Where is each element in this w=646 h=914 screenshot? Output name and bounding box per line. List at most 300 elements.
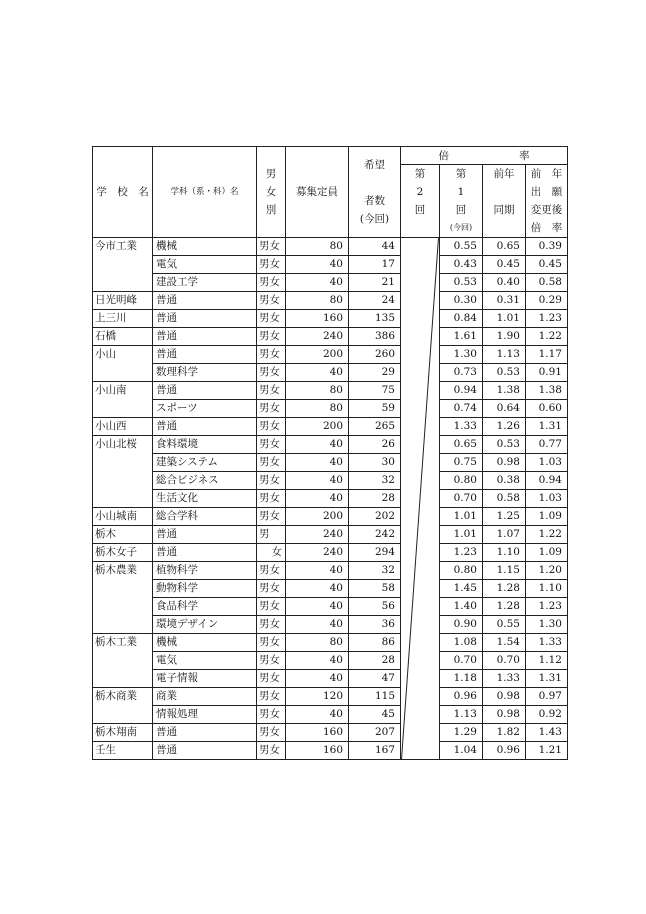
- capacity-cell: 200: [286, 418, 349, 436]
- dept-cell: 電気: [153, 652, 257, 670]
- prev-after-change-cell: 1.10: [526, 580, 568, 598]
- prev-after-change-cell: 0.91: [526, 364, 568, 382]
- capacity-cell: 240: [286, 544, 349, 562]
- prev-same-period-cell: 1.54: [483, 634, 526, 652]
- prev-after-change-cell: 1.03: [526, 454, 568, 472]
- prev-after-change-cell: 0.77: [526, 436, 568, 454]
- table-row: [93, 526, 568, 544]
- capacity-cell: 40: [286, 580, 349, 598]
- table-row: [93, 310, 568, 328]
- round2-cell: [401, 688, 440, 706]
- capacity-cell: 40: [286, 472, 349, 490]
- sex-cell: 男: [257, 526, 286, 544]
- prev-after-change-cell: 1.03: [526, 490, 568, 508]
- sex-cell: 男女: [257, 328, 286, 346]
- prev-same-period-cell: 0.98: [483, 454, 526, 472]
- dept-cell: 普通: [153, 292, 257, 310]
- dept-cell: 建築システム: [153, 454, 257, 472]
- applicants-cell: 45: [349, 706, 401, 724]
- sex-cell: 男女: [257, 616, 286, 634]
- prev-same-period-cell: 1.90: [483, 328, 526, 346]
- school-cell: 小山: [93, 346, 153, 364]
- dept-cell: 普通: [153, 544, 257, 562]
- school-cell: [93, 400, 153, 418]
- applicants-cell: 207: [349, 724, 401, 742]
- sex-cell: 男女: [257, 400, 286, 418]
- school-cell: 日光明峰: [93, 292, 153, 310]
- sex-cell: 男女: [257, 688, 286, 706]
- dept-cell: 環境デザイン: [153, 616, 257, 634]
- table-row: [93, 364, 568, 382]
- round1-ratio-cell: 1.29: [440, 724, 483, 742]
- applicants-cell: 47: [349, 670, 401, 688]
- dept-cell: 機械: [153, 634, 257, 652]
- dept-cell: 機械: [153, 238, 257, 256]
- dept-cell: 商業: [153, 688, 257, 706]
- round2-cell: [401, 364, 440, 382]
- capacity-cell: 160: [286, 310, 349, 328]
- school-cell: 石橋: [93, 328, 153, 346]
- dept-cell: 情報処理: [153, 706, 257, 724]
- header-round2: 第 2 回: [401, 165, 440, 238]
- round2-cell: [401, 274, 440, 292]
- school-cell: [93, 670, 153, 688]
- prev-after-change-cell: 1.09: [526, 508, 568, 526]
- prev-same-period-cell: 0.40: [483, 274, 526, 292]
- sex-cell: 男女: [257, 652, 286, 670]
- dept-cell: 普通: [153, 724, 257, 742]
- prev-same-period-cell: 1.33: [483, 670, 526, 688]
- school-cell: [93, 616, 153, 634]
- header-round1: 第 1 回 (今回): [440, 165, 483, 238]
- sex-cell: 男女: [257, 310, 286, 328]
- round2-cell: [401, 310, 440, 328]
- table-row: [93, 400, 568, 418]
- table-row: [93, 418, 568, 436]
- round1-ratio-cell: 1.04: [440, 742, 483, 760]
- prev-same-period-cell: 1.28: [483, 580, 526, 598]
- prev-after-change-cell: 1.23: [526, 598, 568, 616]
- sex-cell: 男女: [257, 238, 286, 256]
- round1-ratio-cell: 1.61: [440, 328, 483, 346]
- round2-cell: [401, 508, 440, 526]
- round2-cell: [401, 634, 440, 652]
- table-header: [93, 147, 568, 238]
- table-row: [93, 256, 568, 274]
- prev-same-period-cell: 1.82: [483, 724, 526, 742]
- school-cell: 栃木商業: [93, 688, 153, 706]
- header-ratio-group: 倍 率: [401, 147, 568, 165]
- applicants-cell: 202: [349, 508, 401, 526]
- capacity-cell: 200: [286, 508, 349, 526]
- prev-after-change-cell: 1.31: [526, 670, 568, 688]
- dept-cell: 食料環境: [153, 436, 257, 454]
- round1-ratio-cell: 0.70: [440, 652, 483, 670]
- prev-after-change-cell: 1.33: [526, 634, 568, 652]
- sex-cell: 男女: [257, 580, 286, 598]
- school-cell: 栃木: [93, 526, 153, 544]
- applicants-cell: 167: [349, 742, 401, 760]
- capacity-cell: 40: [286, 256, 349, 274]
- school-cell: 栃木工業: [93, 634, 153, 652]
- applicants-cell: 260: [349, 346, 401, 364]
- applicants-cell: 36: [349, 616, 401, 634]
- applicants-cell: 28: [349, 490, 401, 508]
- applicants-cell: 44: [349, 238, 401, 256]
- school-cell: [93, 256, 153, 274]
- prev-same-period-cell: 1.01: [483, 310, 526, 328]
- capacity-cell: 120: [286, 688, 349, 706]
- round2-cell: [401, 742, 440, 760]
- prev-after-change-cell: 0.60: [526, 400, 568, 418]
- school-cell: 小山城南: [93, 508, 153, 526]
- table-row: [93, 382, 568, 400]
- round1-ratio-cell: 1.45: [440, 580, 483, 598]
- round1-ratio-cell: 0.90: [440, 616, 483, 634]
- prev-after-change-cell: 1.22: [526, 526, 568, 544]
- prev-same-period-cell: 0.98: [483, 706, 526, 724]
- prev-same-period-cell: 0.70: [483, 652, 526, 670]
- header-prev-same-period: 前年 同期: [483, 165, 526, 238]
- round1-ratio-cell: 0.84: [440, 310, 483, 328]
- prev-after-change-cell: 1.23: [526, 310, 568, 328]
- capacity-cell: 240: [286, 526, 349, 544]
- table-row: [93, 292, 568, 310]
- school-cell: 今市工業: [93, 238, 153, 256]
- prev-same-period-cell: 1.15: [483, 562, 526, 580]
- applicants-cell: 21: [349, 274, 401, 292]
- prev-after-change-cell: 0.92: [526, 706, 568, 724]
- prev-same-period-cell: 0.31: [483, 292, 526, 310]
- round2-cell: [401, 400, 440, 418]
- capacity-cell: 80: [286, 634, 349, 652]
- applicants-cell: 294: [349, 544, 401, 562]
- dept-cell: 数理科学: [153, 364, 257, 382]
- dept-cell: 総合学科: [153, 508, 257, 526]
- round2-cell: [401, 526, 440, 544]
- header-school: 学 校 名: [93, 147, 153, 238]
- round2-cell: [401, 598, 440, 616]
- round2-cell: [401, 346, 440, 364]
- school-cell: [93, 472, 153, 490]
- prev-after-change-cell: 0.45: [526, 256, 568, 274]
- sex-cell: 男女: [257, 346, 286, 364]
- sex-cell: 男女: [257, 706, 286, 724]
- table-row: [93, 328, 568, 346]
- prev-same-period-cell: 0.45: [483, 256, 526, 274]
- sex-cell: 男女: [257, 472, 286, 490]
- table-row: [93, 634, 568, 652]
- sex-cell: 男女: [257, 382, 286, 400]
- round2-cell: [401, 238, 440, 256]
- table-row: [93, 706, 568, 724]
- applicants-cell: 86: [349, 634, 401, 652]
- table-body: [93, 238, 568, 760]
- applicants-cell: 115: [349, 688, 401, 706]
- round1-ratio-cell: 1.01: [440, 508, 483, 526]
- capacity-cell: 40: [286, 652, 349, 670]
- prev-after-change-cell: 1.09: [526, 544, 568, 562]
- sex-cell: 男女: [257, 724, 286, 742]
- school-cell: 小山西: [93, 418, 153, 436]
- applicants-cell: 75: [349, 382, 401, 400]
- dept-cell: 食品科学: [153, 598, 257, 616]
- dept-cell: 普通: [153, 310, 257, 328]
- round2-cell: [401, 670, 440, 688]
- dept-cell: 普通: [153, 382, 257, 400]
- round1-ratio-cell: 1.33: [440, 418, 483, 436]
- round2-cell: [401, 616, 440, 634]
- round1-ratio-cell: 0.73: [440, 364, 483, 382]
- school-cell: 小山北桜: [93, 436, 153, 454]
- table-row: [93, 472, 568, 490]
- school-cell: 栃木女子: [93, 544, 153, 562]
- prev-after-change-cell: 1.31: [526, 418, 568, 436]
- round1-ratio-cell: 1.18: [440, 670, 483, 688]
- round1-ratio-cell: 0.80: [440, 472, 483, 490]
- school-cell: [93, 490, 153, 508]
- applicants-cell: 56: [349, 598, 401, 616]
- prev-same-period-cell: 1.07: [483, 526, 526, 544]
- round1-ratio-cell: 0.74: [440, 400, 483, 418]
- applicants-cell: 26: [349, 436, 401, 454]
- round2-cell: [401, 472, 440, 490]
- round2-cell: [401, 724, 440, 742]
- round1-ratio-cell: 0.75: [440, 454, 483, 472]
- table-row: [93, 490, 568, 508]
- school-cell: [93, 274, 153, 292]
- prev-after-change-cell: 0.97: [526, 688, 568, 706]
- round1-ratio-cell: 1.01: [440, 526, 483, 544]
- sex-cell: 男女: [257, 418, 286, 436]
- dept-cell: 動物科学: [153, 580, 257, 598]
- applicants-cell: 32: [349, 472, 401, 490]
- prev-after-change-cell: 1.21: [526, 742, 568, 760]
- capacity-cell: 80: [286, 400, 349, 418]
- table-row: [93, 688, 568, 706]
- prev-same-period-cell: 0.58: [483, 490, 526, 508]
- sex-cell: 男女: [257, 562, 286, 580]
- round1-ratio-cell: 0.55: [440, 238, 483, 256]
- sex-cell: 男女: [257, 274, 286, 292]
- capacity-cell: 40: [286, 706, 349, 724]
- school-cell: [93, 598, 153, 616]
- application-ratio-table: [92, 146, 568, 760]
- dept-cell: 普通: [153, 418, 257, 436]
- sex-cell: 男女: [257, 436, 286, 454]
- round2-cell: [401, 382, 440, 400]
- table-row: [93, 670, 568, 688]
- school-cell: [93, 454, 153, 472]
- applicants-cell: 242: [349, 526, 401, 544]
- dept-cell: 建設工学: [153, 274, 257, 292]
- table-row: [93, 598, 568, 616]
- applicants-cell: 24: [349, 292, 401, 310]
- table-row: [93, 562, 568, 580]
- prev-after-change-cell: 1.22: [526, 328, 568, 346]
- table-row: [93, 616, 568, 634]
- sex-cell: 男女: [257, 364, 286, 382]
- round2-cell: [401, 490, 440, 508]
- applicants-cell: 28: [349, 652, 401, 670]
- sex-cell: 男女: [257, 292, 286, 310]
- round1-ratio-cell: 0.53: [440, 274, 483, 292]
- capacity-cell: 40: [286, 616, 349, 634]
- round1-ratio-cell: 0.70: [440, 490, 483, 508]
- table-row: [93, 346, 568, 364]
- round1-ratio-cell: 1.23: [440, 544, 483, 562]
- prev-same-period-cell: 0.53: [483, 436, 526, 454]
- sex-cell: 女: [257, 544, 286, 562]
- header-dept: 学科（系・科）名: [153, 147, 257, 238]
- applicants-cell: 59: [349, 400, 401, 418]
- applicants-cell: 386: [349, 328, 401, 346]
- round1-ratio-cell: 1.40: [440, 598, 483, 616]
- applicants-cell: 265: [349, 418, 401, 436]
- dept-cell: 電子情報: [153, 670, 257, 688]
- capacity-cell: 80: [286, 238, 349, 256]
- round2-cell: [401, 418, 440, 436]
- round2-cell: [401, 652, 440, 670]
- sex-cell: 男女: [257, 490, 286, 508]
- table-row: [93, 724, 568, 742]
- applicants-cell: 17: [349, 256, 401, 274]
- school-cell: [93, 652, 153, 670]
- prev-same-period-cell: 0.64: [483, 400, 526, 418]
- school-cell: 小山南: [93, 382, 153, 400]
- prev-same-period-cell: 0.65: [483, 238, 526, 256]
- applicants-cell: 58: [349, 580, 401, 598]
- sex-cell: 男女: [257, 670, 286, 688]
- capacity-cell: 160: [286, 742, 349, 760]
- sex-cell: 男女: [257, 508, 286, 526]
- sex-cell: 男女: [257, 598, 286, 616]
- dept-cell: スポーツ: [153, 400, 257, 418]
- capacity-cell: 40: [286, 454, 349, 472]
- prev-same-period-cell: 1.25: [483, 508, 526, 526]
- round2-cell: [401, 562, 440, 580]
- round1-ratio-cell: 0.30: [440, 292, 483, 310]
- round1-ratio-cell: 1.13: [440, 706, 483, 724]
- applicants-cell: 29: [349, 364, 401, 382]
- capacity-cell: 40: [286, 562, 349, 580]
- prev-after-change-cell: 1.20: [526, 562, 568, 580]
- prev-same-period-cell: 1.13: [483, 346, 526, 364]
- round2-cell: [401, 436, 440, 454]
- prev-after-change-cell: 1.38: [526, 382, 568, 400]
- table-row: [93, 436, 568, 454]
- school-cell: [93, 364, 153, 382]
- round1-ratio-cell: 0.43: [440, 256, 483, 274]
- capacity-cell: 40: [286, 436, 349, 454]
- school-cell: [93, 580, 153, 598]
- round1-ratio-cell: 1.30: [440, 346, 483, 364]
- capacity-cell: 40: [286, 598, 349, 616]
- round2-cell: [401, 454, 440, 472]
- prev-same-period-cell: 0.55: [483, 616, 526, 634]
- round1-ratio-cell: 0.80: [440, 562, 483, 580]
- school-cell: 壬生: [93, 742, 153, 760]
- table-row: [93, 580, 568, 598]
- capacity-cell: 200: [286, 346, 349, 364]
- sex-cell: 男女: [257, 454, 286, 472]
- prev-same-period-cell: 1.28: [483, 598, 526, 616]
- prev-same-period-cell: 1.26: [483, 418, 526, 436]
- dept-cell: 普通: [153, 742, 257, 760]
- round1-ratio-cell: 0.65: [440, 436, 483, 454]
- capacity-cell: 40: [286, 670, 349, 688]
- dept-cell: 総合ビジネス: [153, 472, 257, 490]
- table-row: [93, 544, 568, 562]
- round2-cell: [401, 256, 440, 274]
- sex-cell: 男女: [257, 634, 286, 652]
- capacity-cell: 40: [286, 274, 349, 292]
- school-cell: 栃木農業: [93, 562, 153, 580]
- school-cell: 栃木翔南: [93, 724, 153, 742]
- capacity-cell: 240: [286, 328, 349, 346]
- capacity-cell: 40: [286, 490, 349, 508]
- header-capacity: 募集定員: [286, 147, 349, 238]
- round1-ratio-cell: 0.96: [440, 688, 483, 706]
- applicants-cell: 32: [349, 562, 401, 580]
- dept-cell: 普通: [153, 526, 257, 544]
- header-applicants: 希望 者数 (今回): [349, 147, 401, 238]
- prev-same-period-cell: 1.38: [483, 382, 526, 400]
- table-row: [93, 274, 568, 292]
- prev-same-period-cell: 0.96: [483, 742, 526, 760]
- table-row: [93, 742, 568, 760]
- round1-ratio-cell: 0.94: [440, 382, 483, 400]
- table-row: [93, 238, 568, 256]
- dept-cell: 生活文化: [153, 490, 257, 508]
- prev-same-period-cell: 0.98: [483, 688, 526, 706]
- sex-cell: 男女: [257, 742, 286, 760]
- dept-cell: 電気: [153, 256, 257, 274]
- capacity-cell: 80: [286, 382, 349, 400]
- round2-cell: [401, 580, 440, 598]
- applicants-cell: 30: [349, 454, 401, 472]
- prev-after-change-cell: 0.94: [526, 472, 568, 490]
- prev-same-period-cell: 0.53: [483, 364, 526, 382]
- table-row: [93, 652, 568, 670]
- table-row: [93, 508, 568, 526]
- dept-cell: 植物科学: [153, 562, 257, 580]
- prev-after-change-cell: 1.17: [526, 346, 568, 364]
- prev-same-period-cell: 1.10: [483, 544, 526, 562]
- header-prev-after-change: 前 年 出 願 変更後 倍 率: [526, 165, 568, 238]
- sex-cell: 男女: [257, 256, 286, 274]
- prev-same-period-cell: 0.38: [483, 472, 526, 490]
- round2-cell: [401, 706, 440, 724]
- ratio-table-sheet: [92, 146, 567, 760]
- capacity-cell: 40: [286, 364, 349, 382]
- round1-ratio-cell: 1.08: [440, 634, 483, 652]
- prev-after-change-cell: 0.29: [526, 292, 568, 310]
- prev-after-change-cell: 0.39: [526, 238, 568, 256]
- header-sex: 男 女 別: [257, 147, 286, 238]
- round2-cell: [401, 292, 440, 310]
- school-cell: 上三川: [93, 310, 153, 328]
- prev-after-change-cell: 1.30: [526, 616, 568, 634]
- capacity-cell: 160: [286, 724, 349, 742]
- prev-after-change-cell: 1.43: [526, 724, 568, 742]
- dept-cell: 普通: [153, 346, 257, 364]
- capacity-cell: 80: [286, 292, 349, 310]
- round2-cell: [401, 328, 440, 346]
- dept-cell: 普通: [153, 328, 257, 346]
- table-row: [93, 454, 568, 472]
- prev-after-change-cell: 1.12: [526, 652, 568, 670]
